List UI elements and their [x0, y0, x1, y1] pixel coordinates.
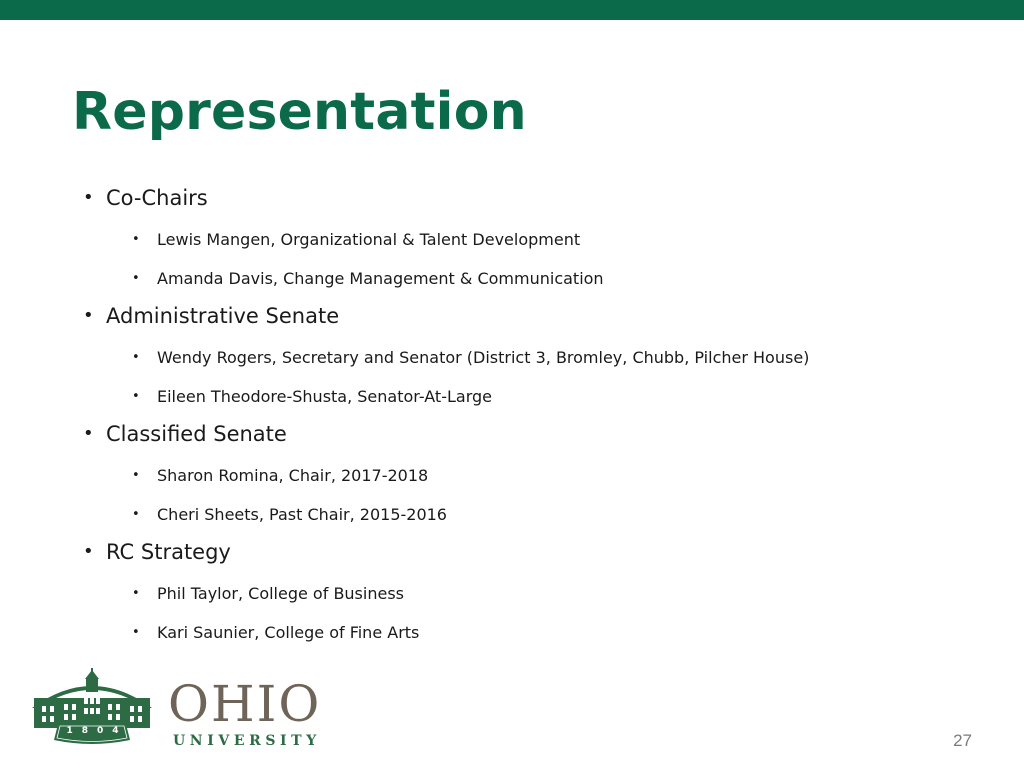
- bullet-icon: •: [132, 507, 140, 522]
- top-accent-bar: [0, 0, 1024, 20]
- section-heading-text: Co-Chairs: [106, 186, 208, 210]
- bullet-icon: •: [132, 232, 140, 247]
- bullet-icon: •: [132, 271, 140, 286]
- bullet-icon: •: [132, 586, 140, 601]
- bullet-icon: •: [83, 423, 94, 444]
- list-item-text: Eileen Theodore-Shusta, Senator-At-Large: [157, 387, 492, 406]
- section-heading: [80, 534, 980, 574]
- bullet-icon: •: [132, 625, 140, 640]
- bullet-icon: •: [83, 541, 94, 562]
- list-item: [80, 574, 980, 613]
- list-item: [80, 377, 980, 416]
- section-heading: [80, 298, 980, 338]
- section-heading-text: Administrative Senate: [106, 304, 340, 328]
- section-heading-text: RC Strategy: [106, 540, 231, 564]
- list-item: [80, 220, 980, 259]
- list-item: [80, 456, 980, 495]
- ohio-wordmark: OHIO: [168, 675, 322, 733]
- slide-title: Representation: [72, 82, 527, 142]
- section-heading-text: Classified Senate: [106, 422, 287, 446]
- list-item: [80, 613, 980, 652]
- section-heading: [80, 416, 980, 456]
- list-item-text: Cheri Sheets, Past Chair, 2015-2016: [157, 505, 447, 524]
- list-item-text: Lewis Mangen, Organizational & Talent Development: [157, 230, 581, 249]
- list-item-text: Kari Saunier, College of Fine Arts: [157, 623, 420, 642]
- bullet-icon: •: [132, 389, 140, 404]
- bullet-icon: •: [83, 187, 94, 208]
- bullet-icon: •: [83, 305, 94, 326]
- list-item: [80, 259, 980, 298]
- list-item-text: Amanda Davis, Change Management & Communication: [157, 269, 604, 288]
- seal-year: 1804: [66, 726, 128, 736]
- bullet-icon: •: [132, 350, 140, 365]
- section-heading: [80, 180, 980, 220]
- list-item: [80, 338, 980, 377]
- list-item: [80, 495, 980, 534]
- list-item-text: Sharon Romina, Chair, 2017-2018: [157, 466, 429, 485]
- bullet-list: [80, 180, 980, 652]
- page-number: 27: [953, 731, 972, 750]
- list-item-text: Phil Taylor, College of Business: [157, 584, 404, 603]
- list-item-text: Wendy Rogers, Secretary and Senator (District 3, Bromley, Chubb, Pilcher House): [157, 348, 810, 367]
- bullet-icon: •: [132, 468, 140, 483]
- university-wordmark: UNIVERSITY: [173, 733, 321, 749]
